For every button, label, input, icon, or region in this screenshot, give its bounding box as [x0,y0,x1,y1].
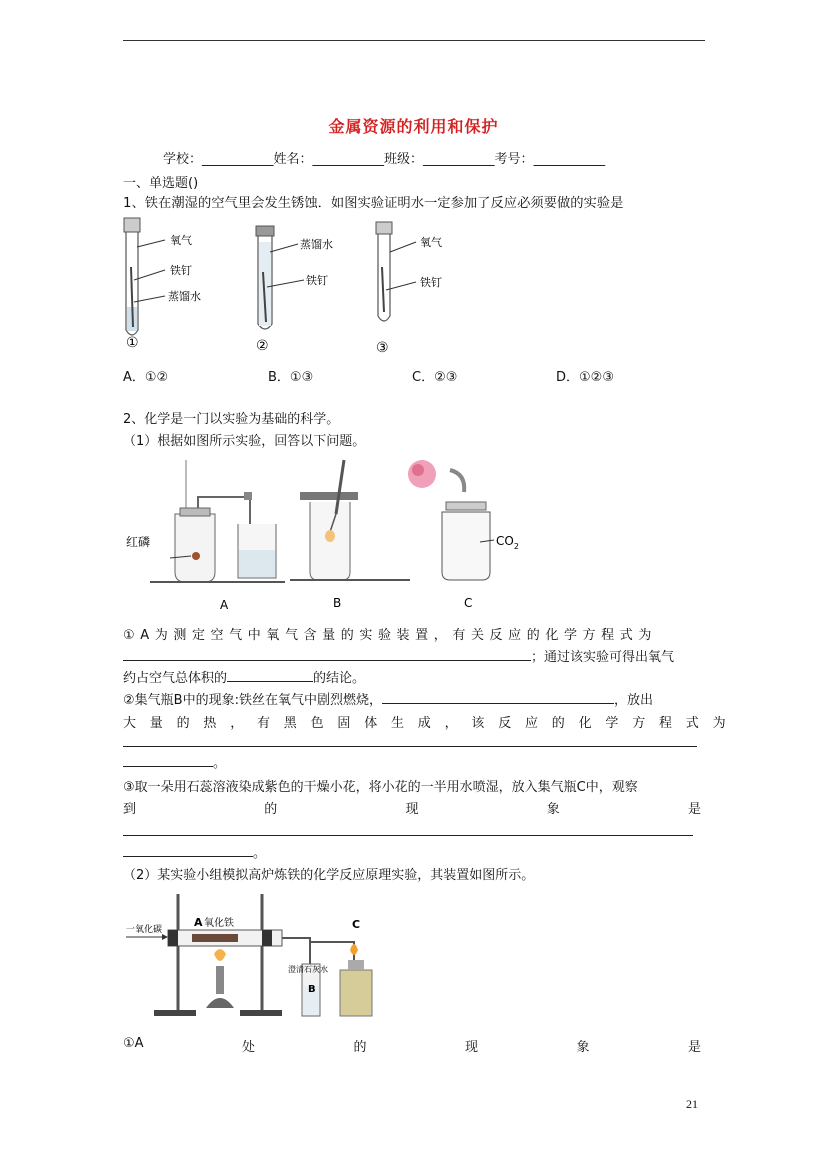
q1-option-b: B．①③ [268,370,314,385]
apparatus-b [290,460,410,580]
t3-number: ③ [376,340,389,356]
test-tube-2 [256,226,304,329]
qc-word-1: 到 [123,802,137,817]
test-tube-3 [376,222,416,321]
last-word-4: 现 [465,1040,479,1055]
label-b-fig2: B [308,984,316,995]
qa-line-1: ①A为测定空气中氧气含量的实验装置，有关反应的化学方程式为 [123,628,657,643]
qc-period: 。 [253,846,267,861]
qb-answer-rule [123,746,697,747]
q1-stem: 1、铁在潮湿的空气里会发生锈蚀．如图实验证明水一定参加了反应必须要做的实验是 [123,196,624,211]
qa-blank-equation [123,648,531,661]
name-label: 姓名： [273,152,313,167]
name-blank: ___________ [312,152,385,167]
qc-word-4: 象 [546,802,560,817]
header-fields [163,148,605,167]
q2-part2: （2）某实验小组模拟高炉炼铁的化学反应原理实验，其装置如图所示。 [123,868,535,883]
qb-line-2: 大量的热，有黑色固体生成，该反应的化学方程式为 [123,716,740,731]
label-c-fig2: C [352,918,361,931]
qb-line-4 [123,752,226,771]
t3-oxygen-label: 氧气 [420,236,442,249]
page-number: 21 [686,1097,698,1111]
q1-option-a: A．①② [123,370,169,385]
qb-line-1 [123,689,653,708]
label-b: B [333,596,342,610]
qa-line-2 [123,646,674,665]
qc-answer-rule [123,835,693,836]
test-tube-figure [110,212,450,357]
co-label: 一氧化碳 [126,925,163,935]
co2-subscript: 2 [513,542,519,551]
co2-label [496,534,519,551]
t2-number: ② [256,338,269,354]
label-c: C [464,596,473,610]
test-tube-1 [124,218,165,335]
q2-stem: 2、化学是一门以实验为基础的科学。 [123,412,340,427]
iron-stand-right [240,894,282,1016]
apparatus-c [408,460,494,580]
qc-word-3: 现 [405,802,419,817]
q2-part1: （1）根据如图所示实验，回答以下问题。 [123,434,366,449]
t1-number: ① [126,335,139,351]
qb-line-1-head: ②集气瓶B中的现象:铁丝在氧气中剧烈燃烧， [123,693,382,708]
q1-option-d: D．①②③ [556,370,614,385]
qa-blank-fraction [227,669,313,682]
school-label: 学校： [163,152,203,167]
red-phosphorus-label: 红磷 [126,535,151,549]
qc-word-2: 的 [264,802,278,817]
qc-blank-end [123,844,253,857]
qa-line-3-head: 约占空气总体积的 [123,671,228,686]
apparatus-a [150,460,285,582]
t1-water-label: 蒸馏水 [168,290,201,303]
qb-line-1-tail: ，放出 [613,693,653,708]
t2-nail-label: 铁钉 [306,274,328,287]
iron-oxide-label: 氧化铁 [204,918,234,929]
class-label: 班级： [384,152,424,167]
iron-stand-left [154,894,196,1016]
number-blank: ___________ [533,152,606,167]
qc-word-5: 是 [687,802,701,817]
iron-smelting-figure [122,888,392,1028]
qc-line-1: ③取一朵用石蕊溶液染成紫色的干燥小花，将小花的一半用水喷湿，放入集气瓶C中，观察 [123,780,638,795]
co2-main: CO [496,534,514,548]
qa-line-3-tail: 的结论。 [313,671,366,686]
q1-option-c: C．②③ [412,370,458,385]
last-word-3: 的 [353,1040,367,1055]
label-a: A [220,598,229,612]
label-a-fig2: A [194,916,203,929]
section-heading: 一、单选题() [123,176,199,191]
qb-blank-phenomenon [382,691,614,704]
t2-water-label: 蒸馏水 [300,238,333,251]
page-title: 金属资源的利用和保护 [328,117,499,136]
school-blank: ___________ [202,152,274,167]
limewater-text: 澄清石灰水 [288,965,328,974]
qb-period: 。 [213,756,227,771]
number-label: 考号： [494,152,534,167]
limewater-label [288,964,328,974]
last-word-6: 是 [687,1040,701,1055]
qc-line-2 [123,798,701,817]
header-rule [123,40,705,41]
qa-line-3 [123,667,365,686]
last-word-2: 处 [242,1040,256,1055]
t1-nail-label: 铁钉 [170,264,192,277]
last-word-5: 象 [576,1040,590,1055]
t1-oxygen-label: 氧气 [170,234,192,247]
t3-nail-label: 铁钉 [420,276,442,289]
alcohol-burner-c [340,944,372,1016]
alcohol-lamp [206,949,234,1008]
qa-line-2-tail: ；通过该实验可得出氧气 [531,650,675,665]
qc-line-4 [123,842,266,861]
experiment-figure-abc [120,452,540,617]
class-blank: ___________ [423,152,495,167]
last-word-1: ①A [123,1036,144,1051]
qb-blank-end [123,754,213,767]
q2-part2-line-1 [123,1036,701,1055]
